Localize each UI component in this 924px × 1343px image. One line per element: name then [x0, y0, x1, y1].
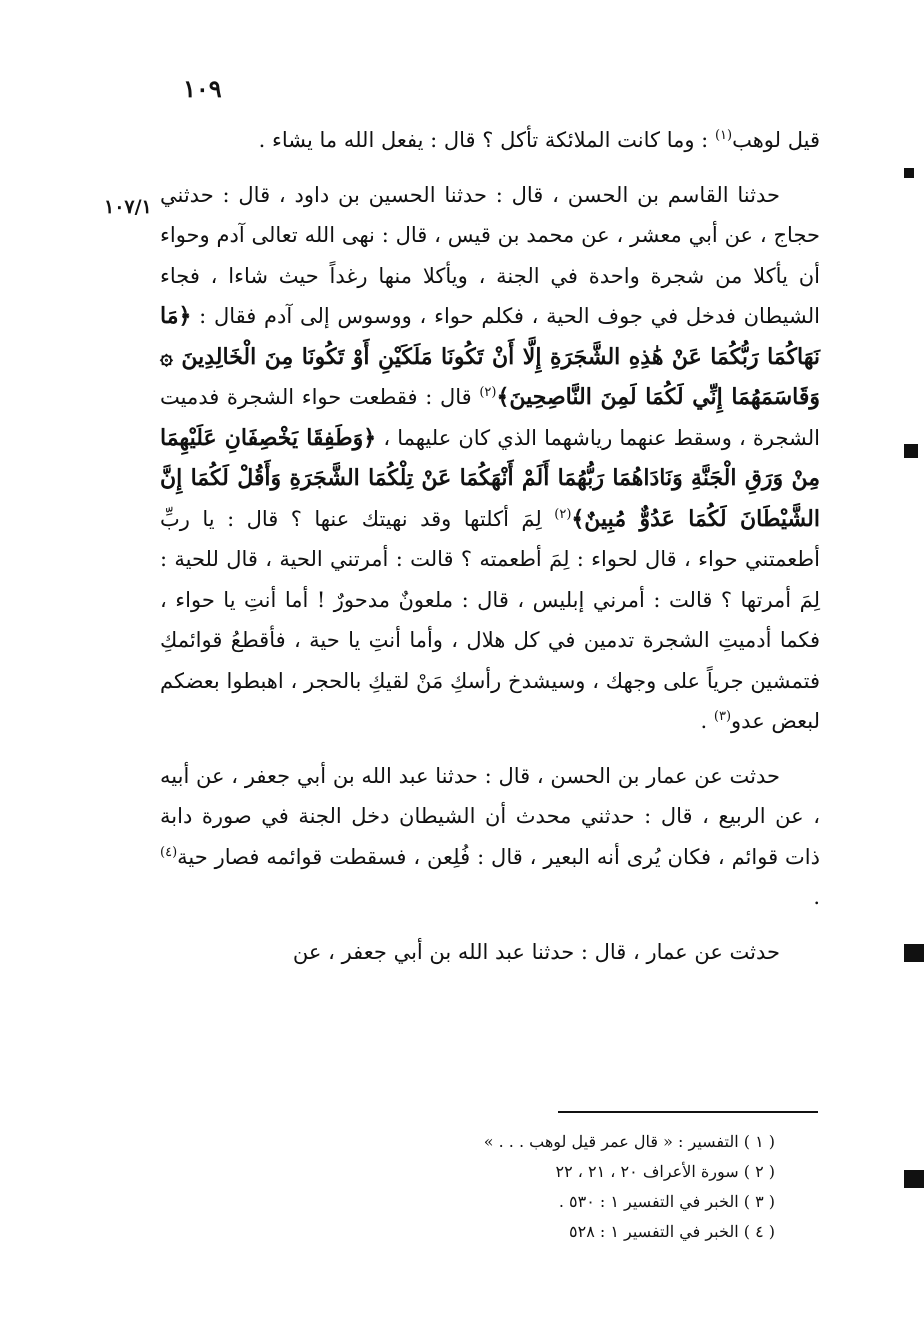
quran-verse: ﴿وَطَفِقَا يَخْصِفَانِ عَلَيْهِمَا مِنْ وَرَقِ الْجَنَّةِ وَنَادَاهُمَا رَبُّهُمَا أَلَمْ أَنْهَكُمَا عَنْ تِلْكُمَا الشَّجَرَةِ وَأَقُلْ لَكُمَا إِنَّ الشَّيْطَانَ لَكُمَا عَدُوٌّ مُبِينٌ﴾	[160, 424, 820, 532]
footnote-marker: (٣)	[713, 709, 732, 724]
footnote-divider	[558, 1111, 818, 1113]
text-run: لِمَ أكلتها وقد نهيتك عنها ؟ قال : يا ربِّ أطعمتني حواء ، قال لحواء : لِمَ أطعمته ؟ قالت : أمرتني الحية ، قال للحية : لِمَ أمرتها ؟ قالت : أمرني إبليس ، قال : ملعونٌ مدحورٌ ! أما أنتِ يا حواء ، فكما أدميتِ الشجرة تدمين في كل هلال ، وأما أنتِ يا حية ، فأقطعُ قوائمكِ فتمشين جرياً على وجهك ، وسيشدخ رأسكِ مَنْ لقيكِ بالحجر ، اهبطوا بعضكم لبعض عدو	[160, 506, 820, 733]
text-run: حدثت عن عمار بن الحسن ، قال : حدثنا عبد الله بن أبي جعفر ، عن أبيه ، عن الربيع ، قال : حدثني محدث أن الشيطان دخل الجنة في صورة دابة ذات قوائم ، فكان يُرى أنه البعير ، قال : فُلِعن ، فسقطت قوائمه فصار حية	[160, 763, 820, 869]
paragraph-1	[160, 120, 820, 161]
footnote-marker: (٢)	[479, 385, 497, 400]
footnote-item: ( ٤ ) الخبر في التفسير ١ : ٥٢٨	[569, 1222, 775, 1241]
scan-edge-mark	[904, 944, 924, 962]
footnote-marker: (١)	[714, 128, 733, 143]
text-run: حدثت عن عمار ، قال : حدثنا عبد الله بن أبي جعفر ، عن	[292, 939, 780, 964]
text-run: قيل لوهب	[732, 128, 820, 152]
footnotes	[440, 1127, 775, 1247]
margin-reference: ١٠٧/١	[104, 196, 152, 218]
text-run: قال : فقطعت حواء الشجرة فدميت الشجرة ، وسقط عنهما رياشهما الذي كان عليهما ،	[160, 385, 820, 450]
text-run: .	[813, 885, 820, 909]
footnote-marker: (٢)	[554, 506, 572, 522]
paragraph-3	[160, 756, 820, 918]
footnote-item: ( ١ ) التفسير : « قال عمر قيل لوهب . . . »	[483, 1132, 775, 1151]
paragraph-2	[160, 175, 820, 742]
quran-verse: ﴿مَا نَهَاكُمَا رَبُّكُمَا عَنْ هَٰذِهِ الشَّجَرَةِ إِلَّا أَنْ تَكُونَا مَلَكَيْنِ أَوْ تَكُونَا مِنَ الْخَالِدِينَ ۞ وَقَاسَمَهُمَا إِنِّي لَكُمَا لَمِنَ النَّاصِحِينَ﴾	[160, 303, 820, 410]
scan-edge-mark	[904, 444, 918, 458]
page-number: ١٠٩	[183, 74, 222, 103]
scan-edge-mark	[904, 1170, 924, 1188]
main-text	[160, 120, 820, 986]
text-run: : وما كانت الملائكة تأكل ؟ قال : يفعل الله ما يشاء .	[258, 128, 709, 152]
text-run: حدثنا القاسم بن الحسن ، قال : حدثنا الحسين بن داود ، قال : حدثني حجاج ، عن أبي معشر ، عن محمد بن قيس ، قال : نهى الله تعالى آدم وحواء أن يأكلا من شجرة واحدة في الجنة ، ويأكلا منها رغداً حيث شاءا ، فجاء الشيطان فدخل في جوف الحية ، فكلم حواء ، ووسوس إلى آدم فقال :	[160, 182, 820, 328]
footnote-item: ( ٢ ) سورة الأعراف ٢٠ ، ٢١ ، ٢٢	[555, 1162, 775, 1181]
footnote-item: ( ٣ ) الخبر في التفسير ١ : ٥٣٠ .	[558, 1192, 775, 1211]
scan-edge-mark	[904, 168, 914, 178]
paragraph-4	[160, 932, 820, 973]
text-run: .	[700, 709, 708, 733]
footnote-marker: (٤)	[160, 844, 178, 860]
